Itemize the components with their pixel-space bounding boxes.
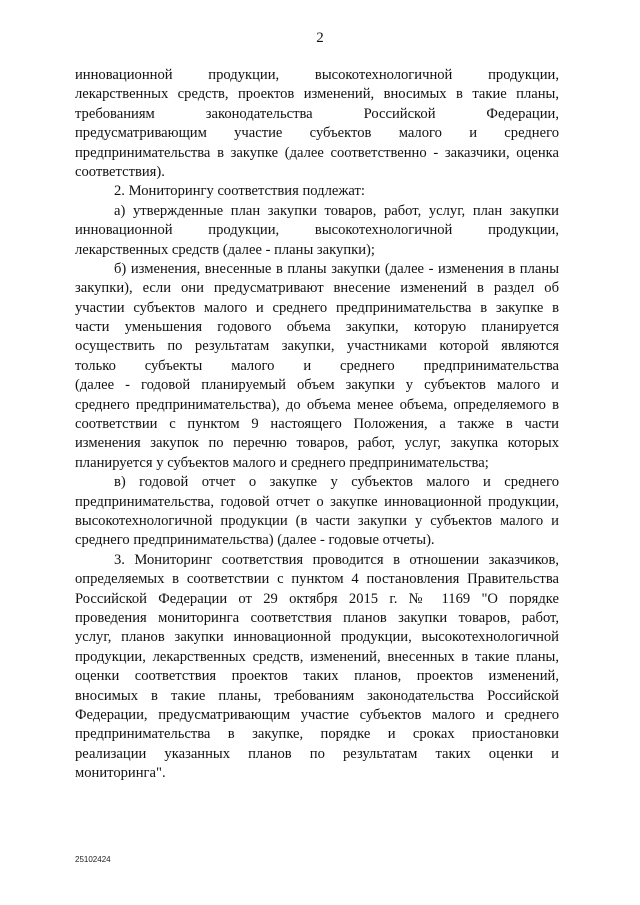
text-line: б) изменения, внесенные в планы закупки (далее - изменения в планы (114, 260, 559, 277)
text-line: инновационной продукции, высокотехнологичной продукции, (75, 222, 559, 239)
text-line: среднего предпринимательства), до объема менее объема, определяемого в (75, 396, 559, 413)
text-line: 2. Мониторингу соответствия подлежат: (114, 183, 365, 200)
document-body (75, 66, 559, 783)
text-line: изменения закупок по перечню товаров, работ, услуг, закупка которых (75, 435, 559, 452)
text-line: вносимых в такие планы, требованиям законодательства Российской (75, 687, 559, 704)
text-line: оценки соответствия проектов таких планов, проектов изменений, (75, 668, 559, 685)
document-id: 25102424 (75, 855, 111, 864)
page-number: 2 (316, 30, 324, 46)
text-line: Российской Федерации от 29 октября 2015 г. № 1169 "О порядке (75, 590, 559, 607)
text-line: определяемых в соответствии с пунктом 4 постановления Правительства (75, 571, 559, 588)
text-line: 3. Мониторинг соответствия проводится в отношении заказчиков, (114, 551, 559, 568)
text-line: среднего предпринимательства) (далее - годовые отчеты). (75, 532, 435, 549)
text-line: требованиям законодательства Российской Федерации, (75, 105, 559, 122)
text-line: лекарственных средств (далее - планы закупки); (75, 241, 375, 258)
text-line: реализации указанных планов по результатам таких оценки и (75, 745, 559, 762)
text-line: осуществить по результатам закупки, участниками которой являются (75, 338, 559, 355)
text-line: предпринимательства в закупке (далее соответственно - заказчики, оценка (75, 144, 559, 161)
text-line: проведения мониторинга соответствия планов закупки товаров, работ, (75, 609, 559, 626)
text-line: инновационной продукции, высокотехнологичной продукции, (75, 67, 559, 83)
text-line: лекарственных средств, проектов изменений, вносимых в такие планы, (75, 86, 559, 103)
text-line: продукции, лекарственных средств, изменений, внесенных в такие планы, (75, 648, 559, 665)
text-line: части уменьшения годового объема закупки, которую планируется (75, 319, 559, 336)
text-line: (далее - годовой планируемый объем закупки у субъектов малого и (75, 377, 559, 394)
text-line: в) годовой отчет о закупке у субъектов малого и среднего (114, 474, 559, 491)
text-line: соответствии с пунктом 9 настоящего Положения, а также в части (75, 416, 559, 433)
text-line: мониторинга". (75, 765, 166, 782)
text-line: предпринимательства в закупке, порядке и сроках приостановки (75, 726, 559, 743)
text-line: соответствия). (75, 163, 165, 180)
text-line: предусматривающим участие субъектов малого и среднего (75, 125, 559, 142)
text-line: закупки), если они предусматривают внесение изменений в раздел об (75, 280, 559, 297)
text-line: участии субъектов малого и среднего предпринимательства в закупке в (75, 299, 559, 316)
text-line: высокотехнологичной продукции (в части закупки у субъектов малого и (75, 512, 559, 529)
text-line: планируется у субъектов малого и среднего предпринимательства; (75, 454, 489, 471)
text-line: только субъекты малого и среднего предпринимательства (75, 357, 559, 374)
text-line: Федерации, предусматривающим участие субъектов малого и среднего (75, 706, 559, 723)
text-line: услуг, планов закупки инновационной продукции, высокотехнологичной (75, 629, 559, 646)
text-line: а) утвержденные план закупки товаров, работ, услуг, план закупки (114, 202, 559, 219)
text-line: предпринимательства, годовой отчет о закупке инновационной продукции, (75, 493, 559, 510)
